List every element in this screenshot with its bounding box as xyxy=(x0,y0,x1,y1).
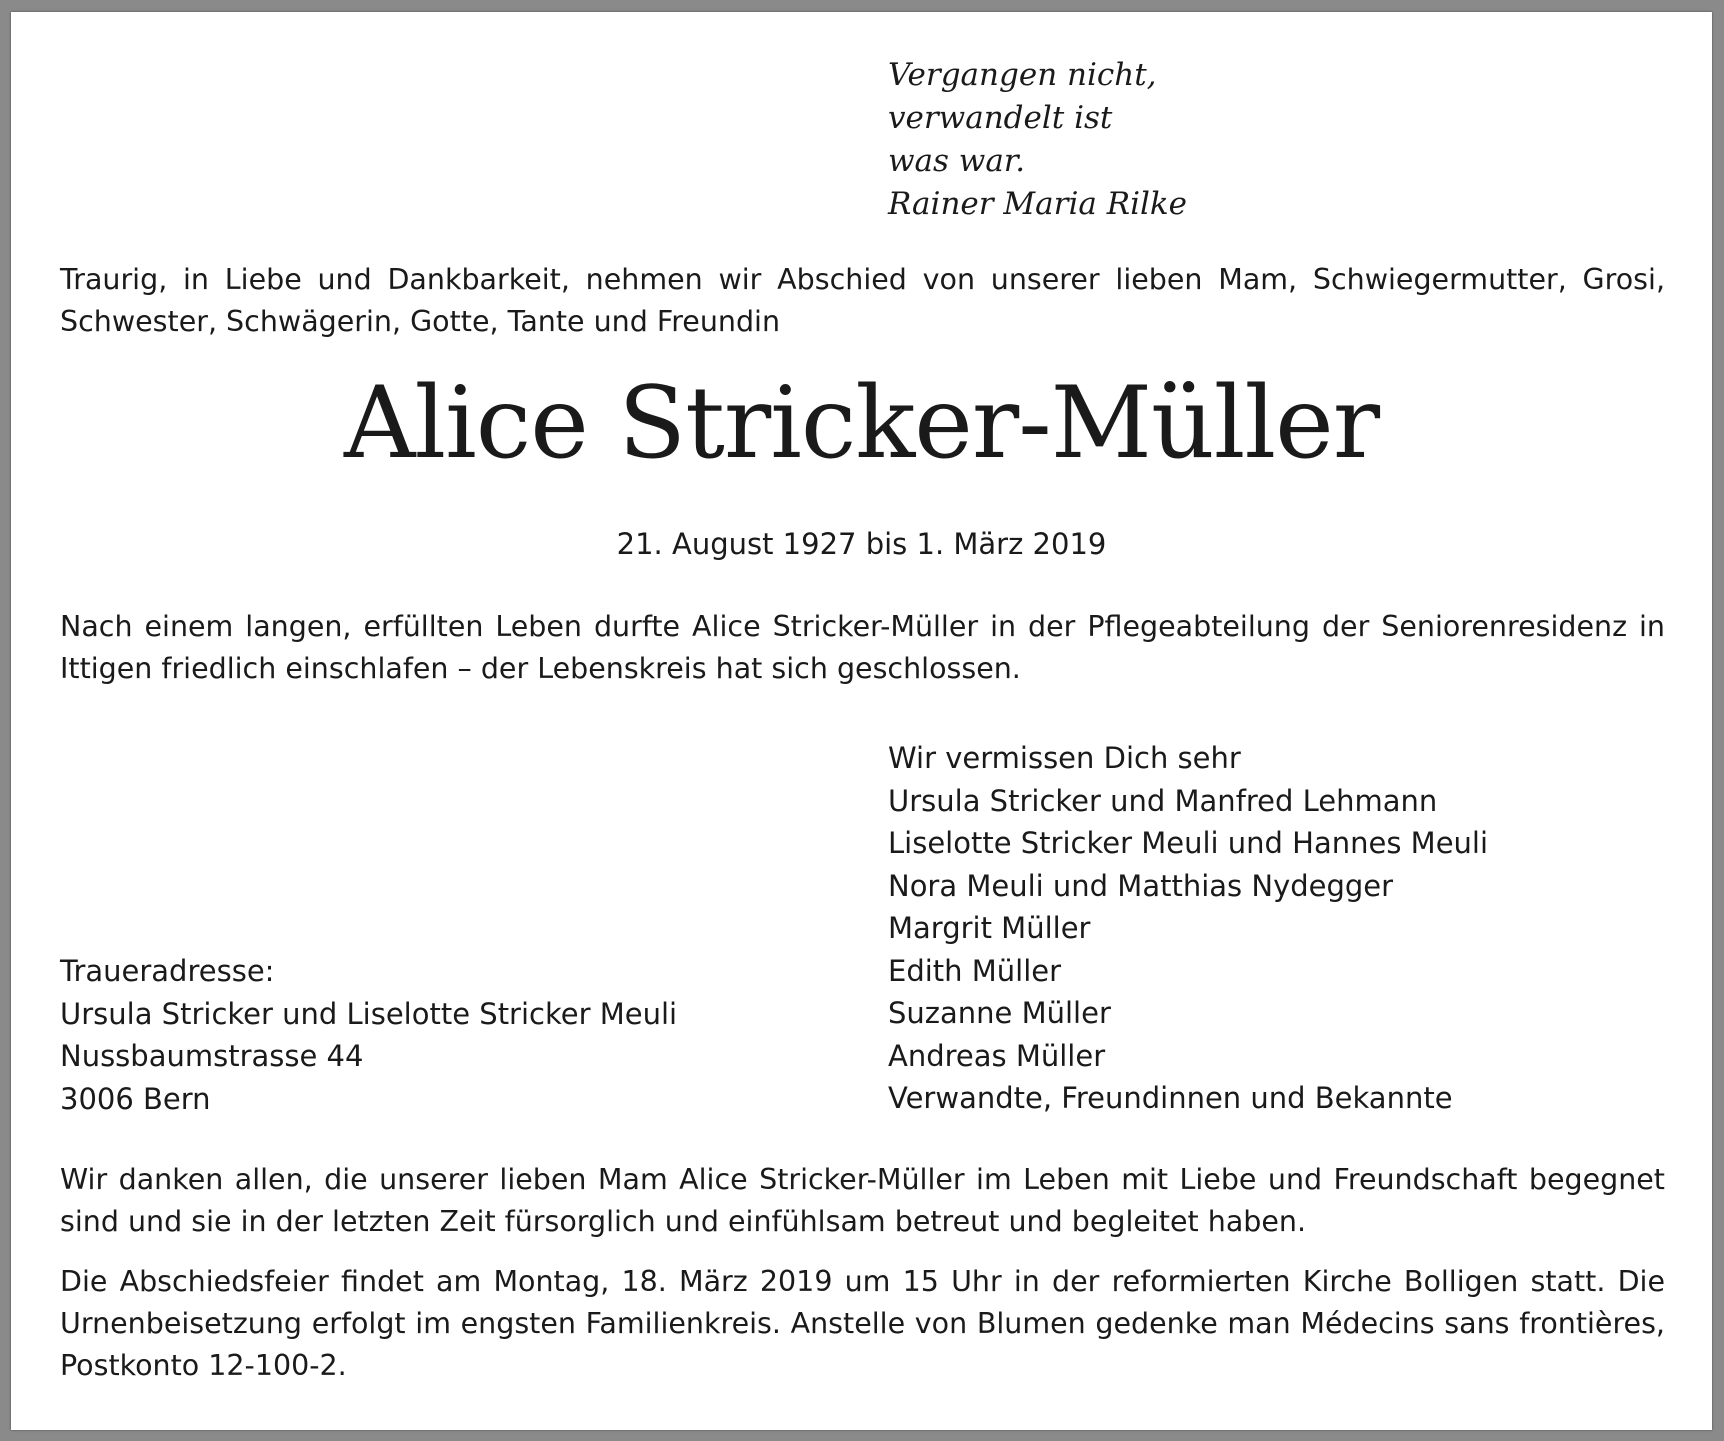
quote-line: was war. xyxy=(888,143,1026,179)
address-label: Traueradresse: xyxy=(60,954,275,988)
family-member: Liselotte Stricker Meuli und Hannes Meuli xyxy=(888,826,1489,860)
obituary-page xyxy=(11,12,1712,1430)
deceased-name: Alice Stricker-Müller xyxy=(343,366,1380,481)
family-member: Ursula Stricker und Manfred Lehmann xyxy=(888,783,1438,818)
family-member: Margrit Müller xyxy=(888,911,1091,945)
family-member: Verwandte, Freundinnen und Bekannte xyxy=(888,1081,1453,1115)
life-dates: 21. August 1927 bis 1. März 2019 xyxy=(616,527,1107,561)
quote-line: verwandelt ist xyxy=(888,100,1113,136)
family-member: Nora Meuli und Matthias Nydegger xyxy=(888,868,1394,903)
thanks-text: Wir danken allen, die unserer lieben Mam Alice Stricker-Müller im Leben mit Liebe und Freundschaft begegnet sind und sie in der letzten Zeit fürsorglich und einfühlsam betreut und begleitet haben. xyxy=(60,1163,1665,1238)
passing-text: Nach einem langen, erfüllten Leben durfte Alice Stricker-Müller in der Pflegeabteilung der Seniorenresidenz in Ittigen friedlich einschlafen – der Lebenskreis hat sich geschlossen. xyxy=(60,610,1665,685)
mourning-address xyxy=(60,950,677,1120)
family-member: Andreas Müller xyxy=(888,1038,1106,1073)
quote-line: Vergangen nicht, xyxy=(888,57,1157,93)
rilke-quote xyxy=(888,54,1187,226)
quote-author: Rainer Maria Rilke xyxy=(888,186,1188,222)
ceremony-text: Die Abschiedsfeier findet am Montag, 18. März 2019 um 15 Uhr in der reformierten Kirche Bolligen statt. Die Urnenbeisetzung erfolgt im engsten Familienkreis. Anstelle von Blumen gedenke man Médecins sans frontières, Postkonto 12-100-2. xyxy=(60,1265,1665,1382)
address-city: 3006 Bern xyxy=(60,1081,211,1116)
address-names: Ursula Stricker und Liselotte Stricker Meuli xyxy=(60,996,678,1031)
family-member: Edith Müller xyxy=(888,953,1062,988)
address-street: Nussbaumstrasse 44 xyxy=(60,1039,364,1073)
family-list xyxy=(888,737,1488,1120)
intro-text: Traurig, in Liebe und Dankbarkeit, nehmen wir Abschied von unserer lieben Mam, Schwiegermutter, Grosi, Schwester, Schwägerin, Gotte, Tante und Freundin xyxy=(60,263,1665,338)
family-heading: Wir vermissen Dich sehr xyxy=(888,741,1241,775)
family-member: Suzanne Müller xyxy=(888,996,1111,1030)
